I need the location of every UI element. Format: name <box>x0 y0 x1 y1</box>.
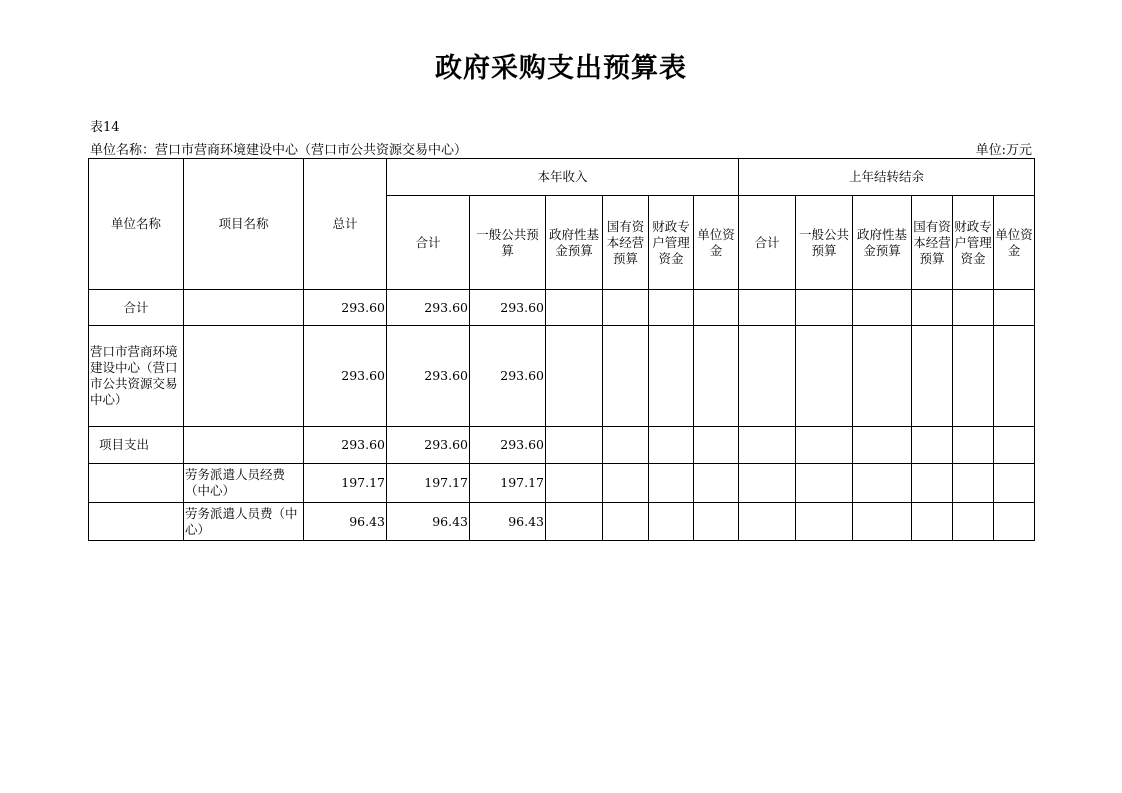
empty-cell <box>603 427 649 464</box>
header-prior-fiscal-special-fund: 财政专户管理资金 <box>953 196 994 290</box>
row-general-public-budget: 293.60 <box>470 427 546 464</box>
empty-cell <box>994 427 1035 464</box>
empty-cell <box>912 464 953 503</box>
row-project-name: 劳务派遣人员费（中心） <box>184 503 304 541</box>
row-current-subtotal: 96.43 <box>387 503 470 541</box>
header-current-unit-fund: 单位资金 <box>694 196 739 290</box>
row-project-name <box>184 326 304 427</box>
empty-cell <box>953 326 994 427</box>
row-current-subtotal: 293.60 <box>387 290 470 326</box>
empty-cell <box>796 326 853 427</box>
table-row <box>89 326 1035 427</box>
row-unit-name: 营口市营商环境建设中心（营口市公共资源交易中心） <box>89 326 184 427</box>
empty-cell <box>912 326 953 427</box>
row-total: 96.43 <box>304 503 387 541</box>
row-project-name: 劳务派遣人员经费（中心） <box>184 464 304 503</box>
header-prior-year-carryover: 上年结转结余 <box>739 159 1035 196</box>
empty-cell <box>649 290 694 326</box>
page-title: 政府采购支出预算表 <box>435 53 687 84</box>
empty-cell <box>649 427 694 464</box>
table-row <box>89 427 1035 464</box>
empty-cell <box>796 427 853 464</box>
empty-cell <box>694 464 739 503</box>
row-general-public-budget: 197.17 <box>470 464 546 503</box>
empty-cell <box>739 326 796 427</box>
empty-cell <box>603 326 649 427</box>
empty-cell <box>649 503 694 541</box>
unit-name-line: 单位名称：营口市营商环境建设中心（营口市公共资源交易中心） <box>90 143 468 158</box>
table-number: 表14 <box>90 120 120 135</box>
row-project-name <box>184 427 304 464</box>
empty-cell <box>649 326 694 427</box>
row-general-public-budget: 293.60 <box>470 290 546 326</box>
empty-cell <box>994 326 1035 427</box>
header-prior-general-public-budget: 一般公共预算 <box>796 196 853 290</box>
empty-cell <box>694 503 739 541</box>
empty-cell <box>796 290 853 326</box>
empty-cell <box>546 326 603 427</box>
empty-cell <box>796 464 853 503</box>
procurement-budget-table <box>88 158 1035 541</box>
header-project-name: 项目名称 <box>184 159 304 290</box>
empty-cell <box>546 464 603 503</box>
empty-cell <box>603 464 649 503</box>
table-row <box>89 464 1035 503</box>
empty-cell <box>694 427 739 464</box>
empty-cell <box>796 503 853 541</box>
empty-cell <box>603 503 649 541</box>
row-total: 293.60 <box>304 290 387 326</box>
empty-cell <box>953 427 994 464</box>
table-row <box>89 503 1035 541</box>
header-unit-name: 单位名称 <box>89 159 184 290</box>
header-current-government-fund-budget: 政府性基金预算 <box>546 196 603 290</box>
empty-cell <box>853 503 912 541</box>
empty-cell <box>649 464 694 503</box>
row-project-name <box>184 290 304 326</box>
empty-cell <box>994 464 1035 503</box>
empty-cell <box>739 464 796 503</box>
empty-cell <box>953 290 994 326</box>
empty-cell <box>739 427 796 464</box>
empty-cell <box>546 427 603 464</box>
empty-cell <box>853 290 912 326</box>
header-current-general-public-budget: 一般公共预算 <box>470 196 546 290</box>
header-row-1 <box>89 159 1035 196</box>
empty-cell <box>853 464 912 503</box>
empty-cell <box>912 290 953 326</box>
header-current-fiscal-special-fund: 财政专户管理资金 <box>649 196 694 290</box>
empty-cell <box>912 503 953 541</box>
empty-cell <box>603 290 649 326</box>
row-total: 293.60 <box>304 326 387 427</box>
empty-cell <box>694 290 739 326</box>
row-unit-name: 合计 <box>89 290 184 326</box>
empty-cell <box>953 464 994 503</box>
header-prior-government-fund-budget: 政府性基金预算 <box>853 196 912 290</box>
empty-cell <box>853 326 912 427</box>
header-current-state-capital-budget: 国有资本经营预算 <box>603 196 649 290</box>
row-current-subtotal: 293.60 <box>387 326 470 427</box>
header-current-subtotal: 合计 <box>387 196 470 290</box>
empty-cell <box>546 290 603 326</box>
header-total: 总计 <box>304 159 387 290</box>
empty-cell <box>739 290 796 326</box>
header-current-year-income: 本年收入 <box>387 159 739 196</box>
empty-cell <box>739 503 796 541</box>
empty-cell <box>853 427 912 464</box>
empty-cell <box>994 290 1035 326</box>
row-unit-name <box>89 464 184 503</box>
row-unit-name <box>89 503 184 541</box>
empty-cell <box>912 427 953 464</box>
empty-cell <box>546 503 603 541</box>
row-total: 293.60 <box>304 427 387 464</box>
header-prior-state-capital-budget: 国有资本经营预算 <box>912 196 953 290</box>
row-total: 197.17 <box>304 464 387 503</box>
row-general-public-budget: 96.43 <box>470 503 546 541</box>
row-current-subtotal: 197.17 <box>387 464 470 503</box>
header-prior-subtotal: 合计 <box>739 196 796 290</box>
currency-unit-label: 单位:万元 <box>975 143 1032 158</box>
empty-cell <box>694 326 739 427</box>
row-current-subtotal: 293.60 <box>387 427 470 464</box>
table-row <box>89 290 1035 326</box>
empty-cell <box>994 503 1035 541</box>
header-prior-unit-fund: 单位资金 <box>994 196 1035 290</box>
row-unit-name: 项目支出 <box>89 427 184 464</box>
row-general-public-budget: 293.60 <box>470 326 546 427</box>
empty-cell <box>953 503 994 541</box>
